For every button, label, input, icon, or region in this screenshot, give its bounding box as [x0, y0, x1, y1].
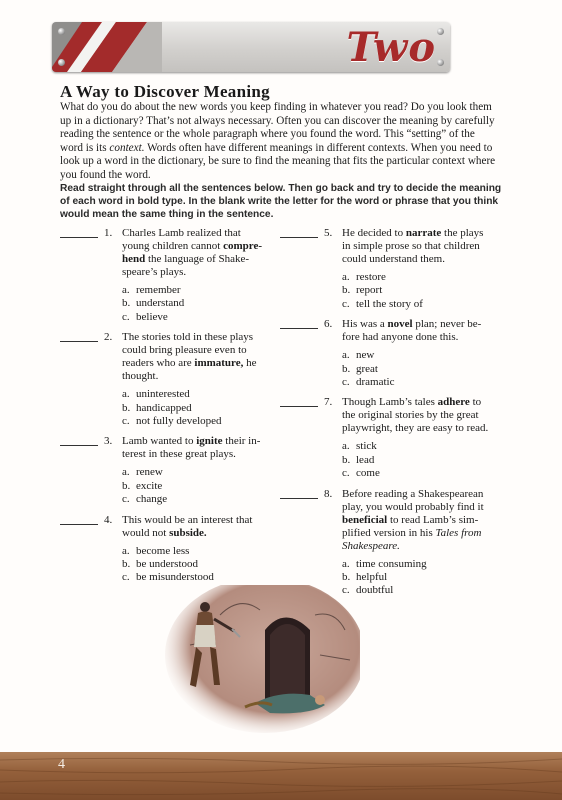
- sentence-text: to the original stories by the great playwright, they are easy to read.: [342, 396, 489, 435]
- rivet-icon: [58, 28, 65, 35]
- item-sentence: [342, 227, 490, 266]
- answer-option: [122, 297, 270, 309]
- answer-option: [342, 298, 490, 310]
- illustration-lamb-scene: [160, 585, 360, 735]
- intro-context-word: context.: [109, 141, 145, 154]
- vocabulary-word: novel: [387, 318, 413, 331]
- option-text: not fully developed: [136, 415, 222, 428]
- exercise-column-left: [60, 227, 270, 592]
- page-number: 4: [58, 757, 65, 772]
- item-sentence: [342, 318, 490, 344]
- answer-option: [342, 558, 490, 570]
- answer-option: [342, 284, 490, 296]
- option-text: dramatic: [356, 376, 395, 389]
- exercise-item: [60, 514, 270, 584]
- item-number: 7.: [324, 396, 333, 409]
- item-number: 8.: [324, 487, 333, 500]
- option-letter: c.: [122, 415, 130, 428]
- intro-text-1: What do you do about the new words you keep finding in whatever you read? Do you look them up in a dictionary? That’s not always necessary. Often you can discover the meaning by carefully reading the sentence or the whole paragraph where you found the word. This “setting” of the word is its: [60, 101, 495, 154]
- option-letter: b.: [342, 453, 351, 466]
- vocabulary-word: ignite: [196, 435, 223, 448]
- item-sentence: [342, 396, 490, 435]
- option-letter: b.: [342, 362, 351, 375]
- answer-option: [122, 558, 270, 570]
- vocabulary-word: adhere: [437, 396, 470, 409]
- option-text: helpful: [356, 571, 388, 584]
- book-title: Tales from Shakespeare.: [342, 526, 482, 552]
- answer-option: [342, 571, 490, 583]
- item-sentence: [342, 488, 490, 553]
- answer-option: [342, 271, 490, 283]
- option-letter: a.: [342, 349, 350, 362]
- option-text: be misunderstood: [136, 571, 214, 584]
- exercise-item: [280, 396, 490, 479]
- sentence-text: This would be an interest that would not: [122, 513, 253, 539]
- option-text: tell the story of: [356, 297, 423, 310]
- option-text: restore: [356, 271, 386, 283]
- answer-blank[interactable]: [60, 237, 98, 238]
- item-number: 5.: [324, 227, 333, 239]
- rivet-icon: [437, 28, 444, 35]
- item-number: 3.: [104, 435, 113, 448]
- vocabulary-word: beneficial: [342, 513, 388, 526]
- sentence-text: to read Lamb’s sim-plified version in his: [342, 513, 479, 539]
- sentence-text: he thought.: [122, 357, 257, 383]
- item-sentence: [122, 435, 270, 461]
- option-letter: a.: [342, 271, 350, 283]
- option-text: become less: [136, 544, 190, 557]
- answer-option: [342, 584, 490, 596]
- option-text: doubtful: [356, 584, 394, 597]
- rivet-icon: [58, 59, 65, 66]
- option-text: time consuming: [356, 557, 427, 570]
- option-letter: c.: [122, 571, 130, 584]
- vocabulary-word: compre-hend: [122, 240, 263, 265]
- answer-option: [122, 545, 270, 557]
- option-letter: b.: [122, 401, 131, 414]
- footer-wood-bar: [0, 752, 562, 800]
- option-text: change: [136, 493, 168, 506]
- answer-option: [122, 493, 270, 505]
- item-number: 2.: [104, 331, 113, 344]
- option-text: come: [356, 467, 380, 480]
- option-text: be understood: [136, 558, 199, 571]
- item-sentence: [122, 331, 270, 383]
- option-text: understand: [136, 297, 185, 310]
- option-letter: b.: [342, 284, 351, 297]
- intro-paragraph: [60, 101, 500, 183]
- answer-blank[interactable]: [280, 237, 318, 238]
- vocabulary-word: immature,: [194, 357, 244, 370]
- option-letter: c.: [342, 376, 350, 389]
- exercise-item: [280, 227, 490, 310]
- section-title: A Way to Discover Meaning: [60, 82, 270, 101]
- option-text: uninterested: [136, 388, 190, 401]
- option-text: renew: [136, 466, 163, 479]
- answer-option: [122, 388, 270, 400]
- exercise-item: [280, 488, 490, 597]
- answer-option: [342, 440, 490, 452]
- exercise-column-right: [280, 227, 490, 605]
- sentence-text: the language of Shake-speare’s plays.: [122, 253, 250, 278]
- answer-blank[interactable]: [60, 524, 98, 525]
- answer-option: [122, 571, 270, 583]
- option-text: remember: [136, 284, 181, 296]
- answer-option: [122, 466, 270, 478]
- vocabulary-word: subside.: [169, 526, 207, 539]
- item-number: 4.: [104, 513, 113, 526]
- answer-option: [122, 311, 270, 323]
- sentence-text: their in-terest in these great plays.: [122, 435, 261, 461]
- banner-diagonal-stripe: [52, 22, 162, 72]
- option-letter: c.: [342, 467, 350, 480]
- option-letter: c.: [122, 493, 130, 506]
- option-letter: b.: [122, 297, 131, 310]
- answer-option: [342, 467, 490, 479]
- item-sentence: [122, 227, 270, 279]
- exercise-item: [60, 435, 270, 505]
- answer-blank[interactable]: [280, 498, 318, 499]
- option-letter: b.: [342, 571, 351, 584]
- item-number: 1.: [104, 227, 113, 239]
- option-letter: a.: [122, 544, 130, 557]
- instructions: Read straight through all the sentences below. Then go back and try to decide the meaning of each word in bold type. In the blank write the letter for the word or phrase that you think would mean the same thing in the sentence.: [60, 183, 502, 220]
- option-text: excite: [136, 479, 163, 492]
- exercise-item: [280, 318, 490, 388]
- option-text: handicapped: [136, 401, 192, 414]
- answer-option: [122, 402, 270, 414]
- option-letter: c.: [342, 584, 350, 597]
- option-letter: a.: [342, 557, 350, 570]
- option-text: believe: [136, 310, 168, 323]
- option-text: new: [356, 349, 375, 362]
- sentence-text: His was a: [342, 318, 388, 331]
- option-letter: b.: [122, 479, 131, 492]
- sentence-text: The stories told in these plays could bring pleasure even to readers who are: [122, 331, 254, 370]
- sentence-text: Before reading a Shakespearean play, you would probably find it: [342, 487, 484, 513]
- answer-option: [342, 454, 490, 466]
- sentence-text: Lamb wanted to: [122, 435, 197, 448]
- intro-text-2: Words often have different meanings in different contexts. When you need to look up a word in the dictionary, be sure to find the meaning that fits the particular context where you found the word.: [60, 141, 496, 181]
- option-letter: a.: [342, 440, 350, 453]
- option-letter: c.: [342, 297, 350, 310]
- chapter-title: Two: [346, 24, 436, 71]
- option-text: lead: [356, 453, 375, 466]
- answer-option: [122, 284, 270, 296]
- answer-blank[interactable]: [60, 341, 98, 342]
- answer-option: [122, 480, 270, 492]
- answer-option: [342, 363, 490, 375]
- option-letter: c.: [122, 310, 130, 323]
- vocabulary-word: narrate: [405, 227, 442, 239]
- option-letter: a.: [122, 284, 130, 296]
- exercise-item: [60, 331, 270, 427]
- wood-grain: [0, 752, 562, 800]
- option-letter: a.: [122, 388, 130, 401]
- rivet-icon: [437, 59, 444, 66]
- sentence-text: Charles Lamb realized that young children cannot: [122, 227, 241, 252]
- sentence-text: plan; never be-fore had anyone done this.: [342, 318, 482, 344]
- option-text: report: [356, 284, 383, 297]
- option-text: great: [356, 362, 378, 375]
- option-text: stick: [356, 440, 377, 453]
- sentence-text: He decided to: [342, 227, 406, 239]
- option-letter: b.: [122, 558, 131, 571]
- answer-option: [342, 376, 490, 388]
- answer-option: [342, 349, 490, 361]
- item-sentence: [122, 514, 270, 540]
- item-number: 6.: [324, 318, 333, 331]
- answer-blank[interactable]: [280, 406, 318, 407]
- answer-blank[interactable]: [280, 328, 318, 329]
- chapter-banner: [52, 22, 450, 72]
- answer-blank[interactable]: [60, 445, 98, 446]
- exercise-item: [60, 227, 270, 323]
- sentence-text: Though Lamb’s tales: [342, 396, 438, 409]
- answer-option: [122, 415, 270, 427]
- option-letter: a.: [122, 466, 130, 479]
- sentence-text: the plays in simple prose so that children could understand them.: [342, 227, 484, 265]
